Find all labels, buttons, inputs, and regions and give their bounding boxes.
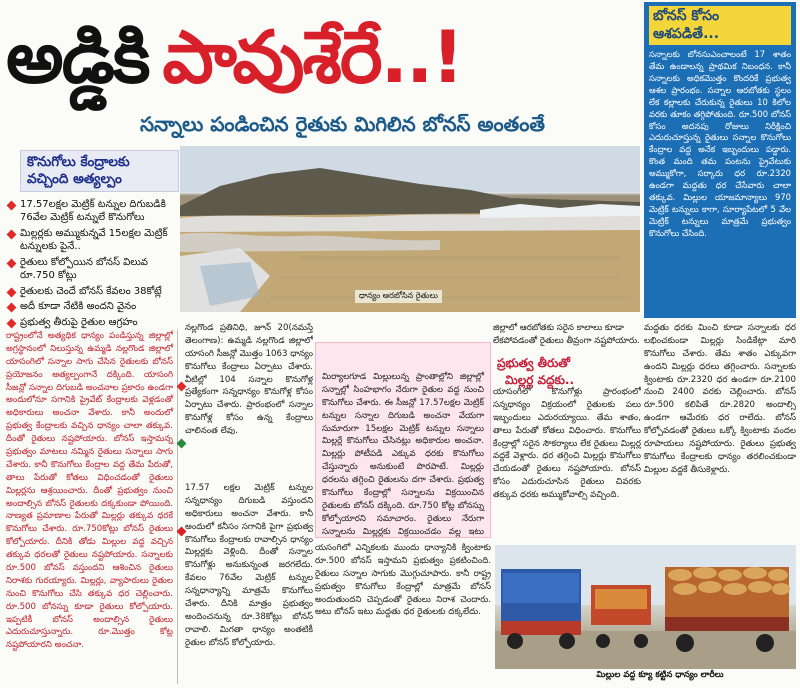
highlight-item: 17.57లక్షల మెట్రిక్ టన్నుల దిగుబడికి 76వేల మెట్రిక్ టన్నులే కొనుగోలు — [6, 198, 179, 225]
millers-box-text: మిర్యాలగూడ మిల్లులున్న ప్రాంతాల్లోని జిల్లాల్లో సన్నాల్లో సింహభాగం నేరుగా రైతుల వద్ద నుంచి కొనుగోలు చేశారు. ఈ సీజన్లో 17.57లక్షల మెట్రిక్ టన్నుల సన్నాల దిగుబడి అంచనా వేయగా సుమారుగా 15లక్షల మెట్రిక్ టన్నుల సన్నాలు మిల్లర్లే కొనుగోలు చేసినట్లు అధికారుల అంచనా. మిల్లర్లు పోటీపడి ఎక్కువ ధరకు కొనుగోలు చేస్తున్నారు అనుకుంటే పొరపాటే. మిల్లర్లు ధరలను తగ్గించి రైతులను దగా చేశారు. ప్రభుత్వ కొనుగోలు కేంద్రాల్లో సన్నాలను విక్రయించిన రైతులకు బోనస్ దక్కింది. రూ.750 కోట్ల బోనస్ను కోల్పోయారని సమాచారం. రైతులు నేరుగా సన్నాలను మిల్లర్లకు విక్రయించడం వల్ల ఇటు — [322, 372, 484, 537]
article-column-4 — [493, 386, 641, 536]
side-box-title — [649, 6, 791, 45]
article-col3b-text: యసంగిలో ఎన్నికలకు ముందు ధాన్యానికి క్వింటాకు రూ.500 బోనస్ ఇస్తామని ప్రభుత్వం ప్రకటించింది. రైతులు సన్నాల సాగుకు మొగ్గుచూపారు. కానీ రాష్ట్ర ప్రభుత్వం కొనుగోలు కేంద్రాల్లో మాత్రమే బోనస్ అందుతుందని చెప్పడంతో రైతులు నిరాశ చెందారు. అటు బోనస్ ఇటు మద్దతు ధర రైతులకు దక్కలేదు. — [315, 543, 491, 618]
highlight-item: అదీ కూడా నేటికి అందని వైనం — [6, 300, 179, 314]
photo-trucks-caption: మిల్లుల వద్ద క్యూ కట్టిన ధాన్యం లారీలు — [596, 670, 724, 680]
highlights-title — [20, 150, 179, 192]
sidebar-millers-box — [315, 342, 491, 538]
article-column-3b — [315, 542, 491, 684]
article-left-text: రాష్ట్రంలోనే అత్యధిక ధాన్యం పండిస్తున్న జిల్లాల్లో అగ్రస్థానంలో నిలుస్తున్న ఉమ్మడి నల్లగొండ జిల్లాలో యాసంగిలో సన్నాల సాగు చేసిన రైతులకు బోనస్ ప్రయోజనం అత్యల్పంగానే దక్కింది. యాసంగి సీజన్లో సన్నాల దిగుబడి అంచనాల ప్రకారం ఉండగా అందులోనూ సగానికి ప్రైవేట్ కేంద్రాలకు వెళ్లడంతో అధికారులు అంచనా వేశారు. కానీ అందులో ప్రభుత్వ కేంద్రాలకు వచ్చిన ధాన్యం చాలా తక్కువ. దీంతో రైతులు నష్టపోయారు. బోనస్ ఇస్తామన్న ప్రభుత్వం మాటలు నమ్మిన రైతులు సన్నాలు సాగు చేశారు. కానీ కొనుగోలు కేంద్రాల వద్ద తేమ పేరుతో, తాలు పేరుతో కోతలు విధించడంతో రైతులు మిల్లర్లను ఆశ్రయించారు. దీంతో ప్రభుత్వం నుంచి అందాల్సిన బోనస్ రైతులకు దక్కకుండా పోయింది. నాణ్యత ప్రమాణాల పేరుతో మిల్లర్లు తక్కువ ధరకే కొనుగోలు చేశారు. రూ.750కోట్లు బోనస్ రైతులు కోల్పోయారు. దీనికి తోడు మిల్లుల వద్ద వచ్చిన తక్కువ ధరలతో రైతులు నష్టపోయారు. సన్నాలకు రూ.500 బోనస్ వస్తుందని ఆశించిన రైతులు నిరాశకు గురయ్యారు. మిల్లర్లు, వ్యాపారులు రైతుల నుంచి కొనుగోలు చేసి తక్కువ ధర చెల్లించారు. రూ.500 బోనస్ను కూడా రైతులు కోల్పోయారు. ఇప్పటికీ బోనస్ అందాల్సిన రైతులు ఎదురుచూస్తున్నారు. రూ.మొత్తం కోట్ల నష్టపోయారని అంచనా. — [6, 331, 173, 651]
article-col2b-text: 17.57 లక్షల మెట్రిక్ టన్నుల సన్నధాన్యం దిగుబడి వస్తుందని అధికారులు అంచనా వేశారు. కానీ అందులో కనీసం సగానికి పైగా ప్రభుత్వ కొనుగోలు కేంద్రాలకు రావాల్సిన ధాన్యం మిల్లర్లకు వెళ్లింది. దీంతో సన్నాల కొనుగోళ్లు అనుకున్నంత జరగలేదు. కేవలం 76వేల మెట్రిక్ టన్నుల సన్నధాన్యాన్ని మాత్రమే కొనుగోలు చేశారు. దీనికి మాత్రం ప్రభుత్వం అందించనున్న రూ.38కోట్లు బోనస్ రావాలి. మిగతా ధాన్యం అంతటికీ రైతుల బోనస్ కోల్పోయారు. — [185, 483, 313, 648]
article-col4-top-text: జిల్లాలో ఆరబోతకు సరైన కాలాలు కూడా లేకపోవడంతో రైతులు తీవ్రంగా నష్టపోయారు. — [493, 323, 640, 346]
subsection-heading-line1: ప్రభుత్వ తీరుతో — [497, 356, 570, 370]
photo-main-caption: ధాన్యం ఆరబోసిన రైతులు — [355, 290, 442, 303]
article-column-left — [6, 330, 178, 684]
highlights-list — [6, 198, 179, 330]
article-right-text: మద్దతు ధరకు మించి కూడా సన్నాలకు ధర లభించకుండా మిల్లర్లు సిండికేట్గా మారి కొనుగోలు చేశారు. తేమ శాతం ఎక్కువగా ఉందని మిల్లర్లు ధరలు తగ్గించారు. సన్నాలకు క్వింటాకు రూ.2320 ధర ఉండగా రూ.2100 నుంచి 2400 వరకు చెల్లించారు. బోనస్ రూ.500 కలిపితే రూ.2820 అందాల్సి ఉండగా ఆమేరకు ధర రాలేదు. బోనస్ కోల్పోవడంతో రైతులు ఒక్కో క్వింటాకు వందల రూపాయలు నష్టపోయారు. రైతులు ప్రభుత్వ కొనుగోలు కేంద్రాలకు ధాన్యం తరలించకుండా మిల్లుల వద్దకే తీసుకెళ్లారు. — [644, 323, 796, 475]
article-column-4-top — [493, 322, 641, 352]
photo-trucks-illustration — [495, 545, 796, 669]
highlights-box — [6, 150, 179, 330]
side-box-title-line2: ఆశపడితే... — [653, 25, 720, 42]
subsection-heading — [497, 356, 637, 390]
side-box-bonus — [644, 2, 796, 318]
photo-grain-drying — [180, 146, 640, 312]
article-col2-text: నల్లగొండ ప్రతినిధి, జూన్ 20(నమస్తే తెలంగాణ): ఉమ్మడి నల్లగొండ జిల్లాలో యాసంగి సీజన్లో మొత్తం 1063 ధాన్యం కొనుగోలు కేంద్రాలు ఏర్పాటు చేశారు. వీటిల్లో 104 సన్నాల కొనుగోళ్ల ప్రత్యేకంగా సన్నధాన్యం కొనుగోళ్ల కోసం ఏర్పాటు చేశారు. ప్రారంభంలో సన్నాల కొనుగోళ్ల కోసం ఉన్న కేంద్రాలు చాలినంత లేవు. — [185, 323, 313, 437]
highlight-item: మిల్లర్లకు అమ్ముకున్నవే 15లక్షల మెట్రిక్ టన్నులకు పైనే.. — [6, 227, 179, 254]
headline-part2: పావుశేరే..! — [162, 15, 463, 99]
subsection-heading-line2: మిల్లర్ల వద్దకు.. — [505, 373, 575, 387]
highlights-title-line2: వచ్చింది అత్యల్పం — [27, 170, 122, 187]
subheadline: సన్నాలు పండించిన రైతుకు మిగిలిన బోనస్ అంతంతే — [140, 112, 545, 136]
side-box-text: సన్నాలకు బోనసుఎంచాలంటే 17 శాతం తేమ ఉండాలన్న ప్రాథమిక నిబంధన. కానీ సన్నాలకు అధికమొత్తం కొందరికే ప్రభుత్వ ఆశల ప్రారంభం. సన్నాల ఆరబోతకు స్థలం లేక కల్లాలకు చేరుకున్న రైతులు 10 కిలోల వరకు తూకం తగ్గిపోతుంది. రూ.500 బోనస్ కోసం అదనపు రోజులు నిరీక్షించి ఎదురుచూస్తున్న రైతులు సన్నాల కొనుగోలు కేంద్రాల వద్ద అనేక ఇబ్బందులు పడ్డారు. కొంత మంది తమ పంటను ప్రైవేటుకు అమ్ముకోగా, సర్కారు ధర రూ.2320 ఉండగా మద్దతు ధర చేసేవారు చాలా తక్కువ. మిల్లుల యాజమాన్యాలు 970 మెట్రిక్ టన్నులు కాగా, సూర్యాపేటలో 5 వేల మెట్రిక్ టన్నులు మాత్రమే ప్రభుత్వం కొనుగోలు చేసింది. — [649, 49, 791, 238]
highlight-item: ప్రభుత్వ తీరుపై రైతుల ఆగ్రహం — [6, 316, 179, 330]
side-box-title-line1: బోనస్ కోసం — [653, 8, 720, 24]
photo-grain-drying-illustration — [180, 146, 640, 312]
article-col4-text: యాసంగిలో కొనుగోళ్లు ప్రారంభంలో సన్నధాన్యం విక్రయంలో రైతులకు పలు ఇబ్బందులు ఎదురయ్యాయి. తేమ శాతం, తాలు పేరుతో కోతలు విధించారు. కొనుగోలు కేంద్రాల్లో సరైన సౌకర్యాలు లేక రైతులు మిల్లర్ల వద్దకే వెళ్లారు. ధర తగ్గించి మిల్లర్లు కొనుగోలు చేయడంతో రైతులు నష్టపోయారు. బోనస్ కోసం ఎదురుచూసిన రైతులు చివరకు తక్కువ ధరకు అమ్ముకోవాల్సి వచ్చింది. — [493, 387, 641, 501]
highlights-title-line1: కొనుగోలు కేంద్రాలకు — [27, 154, 130, 170]
headline — [6, 2, 642, 112]
article-column-2b — [185, 482, 313, 684]
highlight-item: రైతులకు చెందే బోనస్ కేవలం 38కోట్లే — [6, 285, 179, 299]
headline-part1: అడ్డికి — [6, 15, 149, 99]
highlight-item: రైతులు కోల్పోయిన బోనస్ విలువ రూ.750 కోట్లు — [6, 256, 179, 283]
photo-trucks — [495, 545, 796, 669]
